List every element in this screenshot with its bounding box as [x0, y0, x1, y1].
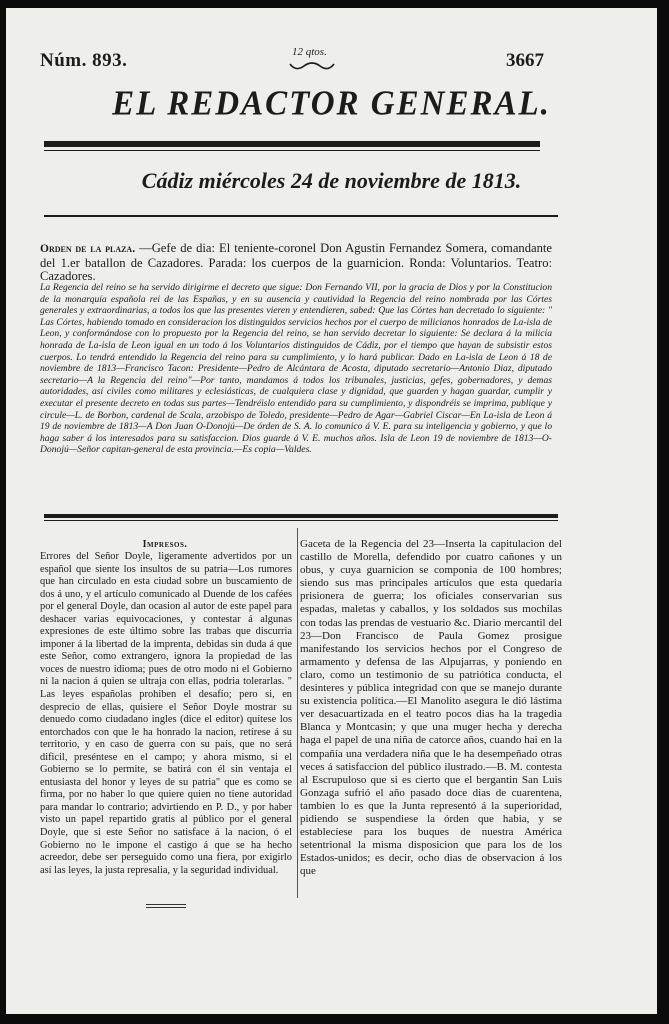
- end-rule-2: [146, 907, 186, 908]
- section-rule-thick: [44, 514, 558, 518]
- price-note: 12 qtos.: [292, 46, 327, 58]
- end-rule: [146, 904, 186, 905]
- orden-de-la-plaza: [40, 242, 552, 284]
- issue-number: Núm. 893.: [40, 50, 128, 71]
- dateline: Cádiz miércoles 24 de noviembre de 1813.: [141, 168, 522, 193]
- regency-decree: La Regencia del reino se ha servido dirigirme el decreto que sigue: Don Fernando VII, por la gracia de Dios y por la Constitucion de la monarquía española rei de las Españas, y en su ausencia y cautividad la Regencia del reino nombrada por las Córtes generales y extraordinarias, a todos los que las presentes vieren y entendieren, sabed: Que las Córtes han decretado lo siguiente: " Las Córtes, habiendo tomado en consideracion los distinguidos servicios hechos por el cuerpo de milicianos honrados de La-isla de Leon, y conformándose con lo propuesto por la Regencia del reino, se han servido decretar lo siguiente: Se declara á la milicia honrada de La-isla de Leon igual en un todo á los Voluntarios distinguidos de Cádiz, por el tiempo que hayan de subsistir estos cuerpos. Lo tendrá entendido la Regencia del reino para su cumplimiento, y lo hará publicar. Dado en La-isla de Leon á 18 de noviembre de 1813—Francisco Tacon: Presidente—Pedro de Alcántara de Acosta, diputado secretario—Antonio Diaz, diputado secretario—A la Regencia del reino"—Por tanto, mandamos á todos los tribunales, justicias, gefes, gobernadores, y demas autoridades, así civiles como militares y eclesiásticas, de cualquiera clase y dignidad, que guarden y hagan guardar, cumplir y executar el presente decreto en todas sus partes—Tendréislo entendido para su cumplimiento, y dispondréis se imprima, publique y circule—L. de Borbon, cardenal de Scala, arzobispo de Toledo, presidente—Pedro de Agar—Gabriel Ciscar—En La-isla de Leon á 19 de noviembre de 1813—A Don Juan O-Donojú—De órden de S. A. lo comunico á V. E. para su inteligencia y gobierno, y que lo haga saber á los interesados para su satisfaccion. Dios guarde á V. E. muchos años. Isla de Leon 19 de noviembre de 1813—O-Donojú—Señor capitan-general de esta provincia.—Es copia—Valdes.: [40, 282, 552, 456]
- newspaper-title: EL REDACTOR GENERAL.: [112, 85, 551, 123]
- orden-text: —Gefe de dia: El teniente-coronel Don Agustin Fernandez Somera, comandante del 1.er batallon de Cazadores. Parada: los cuerpos de la guarnicion. Ronda: Voluntarios. Teatro: Cazadores.: [40, 241, 552, 284]
- orden-heading: Orden de la plaza.: [40, 243, 136, 255]
- impresos-heading: Impresos.: [142, 539, 188, 550]
- flourish-ornament-icon: [288, 60, 336, 72]
- column-divider: [297, 528, 298, 898]
- title-rule-thin: [44, 150, 540, 151]
- dateline-rule: [44, 215, 558, 217]
- title-rule-thick: [44, 141, 540, 147]
- right-column-text: Gaceta de la Regencia del 23—Inserta la capitulacion del castillo de Morella, defendido por cuatro cañones y un obus, y cuya guarnicion se componia de 100 hombres; siendo sus mas principales artículos que esta quedaria prisionera de guerra; los oficiales conservarian sus espadas, maletas y caballos, y los soldados sus mochilas con todas las prendas de vestuario &c. Diario mercantil del 23—Don Francisco de Paula Gomez prosigue manifestando los servicios hechos por el Congreso de armamento y defensa de las Alpujarras, y poniendo en claro, como un testimonio de su patriótica conducta, el desinteres y pública integridad con que se manejo durante su existencia política.—El Manolito asegura le dió lástima ver desacuartizada en el teatro pocos dias ha la tragedia Blanca y Montcasin; y que una muger hecha y derecha haga el papel de una niña de catorce años, cuando hai en la compañía una verdadera niña que le ha desempeñado otras veces á satisfaccion del público ilustrado.—B. M. contesta al Escrupuloso que si es cierto que el bergantin San Luis Gonzaga sufrió el año pasado doce dias de cuarentena, tambien lo es que la Junta representó á la superioridad, pidiendo se suspendiese la órden que habia, y se establecíese para los buques de nuestra América setentrional la misma disposicion que para los de los Estados-unidos; es decir, ocho dias de observacion á los que: [300, 538, 562, 878]
- sequence-number: 3667: [506, 50, 544, 71]
- left-column-text: Errores del Señor Doyle, ligeramente advertidos por un español que siente los insultos de su patria—Los rumores que han circulado en esta ciudad sobre un buscamiento de dos á uno, y el artículo comunicado al Duende de los cafées por el general Doyle, dan ocasion al autor de este papel para deshacer varias equivocaciones, y contestar á algunas expresiones de este último sobre las trabas que discurria imponer á la libertad de la imprenta, debidas sin duda á que este Señor, como extrangero, ignora la propiedad de las voces de nuestro idioma; pues de otro modo ni el Gobierno ni la nacion á quien se ultraja con ellas, podria tolerarlas. " Las leyes españolas prohiben el desafío; pero si, en desprecio de ellas, quisiere el Señor Doyle mostrar su denuedo como ciudadano ingles (dice el editor) quítese los entorchados con que le ha honrado la nacion, retírese á su territorio, y en caso de guerra con su país, que no será dificil, preséntese en el campo; y ahora mismo, si el Gobierno se lo permite, se batirá con él sin ventaja el entusiasta del honor y leyes de su patria" que es como se firma, por no haber lo que quiere quien no tiene autoridad para mandar lo contrario; advirtiendo en P. D., y por haber visto un papel repartido gratis al público por el general Doyle, que si este Señor no satisface á la nacion, ó el Gobierno no le impone el castigo á que se ha hecho acreedor, debe ser perseguido como una fiera, por exigirlo así las leyes, la justa represalia, y la seguridad individual.: [40, 551, 292, 876]
- section-rule-thin: [44, 520, 558, 521]
- newspaper-page: [6, 8, 657, 1014]
